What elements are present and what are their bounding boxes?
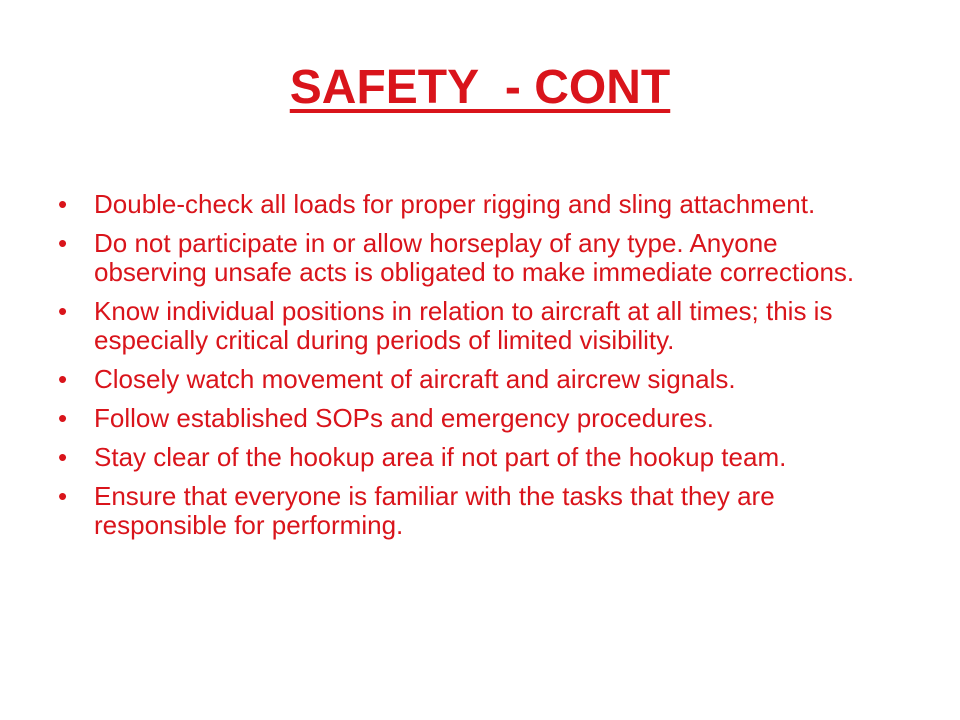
bullet-marker: • xyxy=(58,442,68,472)
bullet-item xyxy=(58,297,888,355)
bullet-text: Closely watch movement of aircraft and aircrew signals. xyxy=(94,364,736,394)
bullet-item xyxy=(58,229,888,287)
bullet-text: Double-check all loads for proper rigging and sling attachment. xyxy=(94,189,816,219)
bullet-text: Follow established SOPs and emergency procedures. xyxy=(94,403,714,433)
bullet-item xyxy=(58,365,888,394)
bullet-marker: • xyxy=(58,228,68,258)
bullet-marker: • xyxy=(58,403,68,433)
bullet-text: Ensure that everyone is familiar with the tasks that they are responsible for performing. xyxy=(94,481,775,540)
slide-title: SAFETY - CONT xyxy=(289,61,671,114)
bullet-marker: • xyxy=(58,364,68,394)
bullet-item xyxy=(58,443,888,472)
bullet-text: Do not participate in or allow horseplay of any type. Anyone observing unsafe acts is obligated to make immediate corrections. xyxy=(94,228,855,287)
bullet-text: Know individual positions in relation to aircraft at all times; this is especially critical during periods of limited visibility. xyxy=(94,296,833,355)
bullet-marker: • xyxy=(58,481,68,511)
bullet-item xyxy=(58,482,888,540)
bullet-item xyxy=(58,404,888,433)
bullet-item xyxy=(58,190,888,219)
bullet-marker: • xyxy=(58,189,68,219)
bullet-marker: • xyxy=(58,296,68,326)
bullet-list xyxy=(58,190,888,550)
bullet-text: Stay clear of the hookup area if not part of the hookup team. xyxy=(94,442,787,472)
